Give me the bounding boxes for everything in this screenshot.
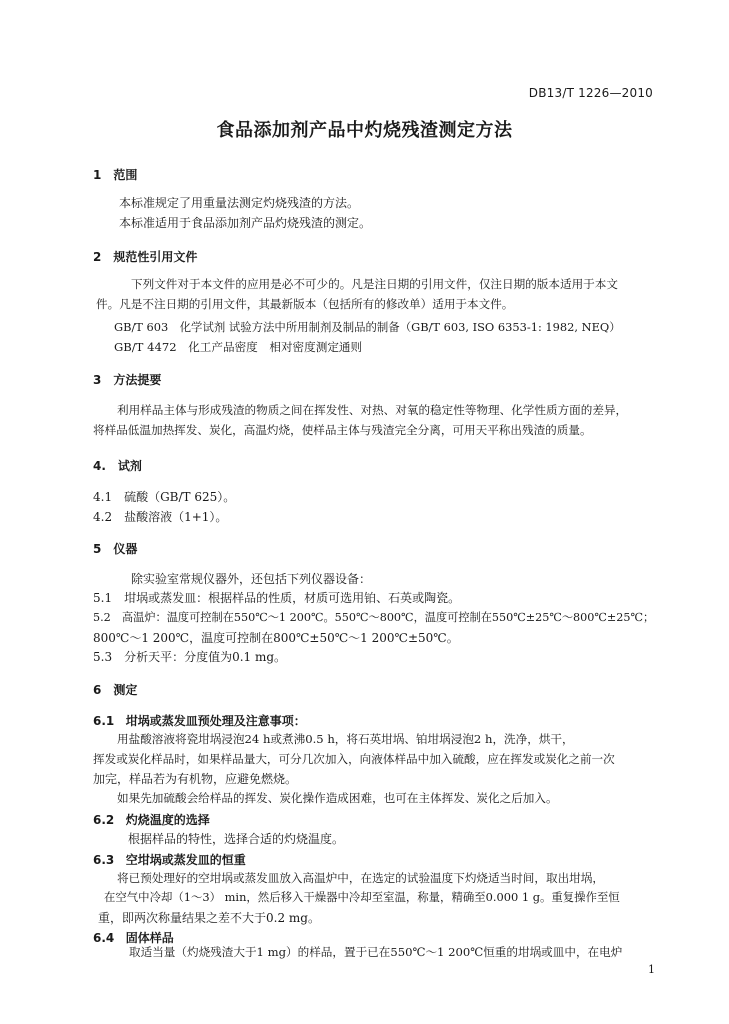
paragraph-line: 如果先加硫酸会给样品的挥发、炭化操作造成困难，也可在主体挥发、炭化之后加入。: [117, 791, 558, 805]
document-title: 食品添加剂产品中灼烧残渣测定方法: [216, 120, 513, 141]
paragraph-line: 除实验室常规仪器外，还包括下列仪器设备：: [131, 572, 372, 586]
subsection-title: 固体样品: [125, 931, 174, 945]
paragraph-line: 800℃～1 200℃，温度可控制在800℃±50℃～1 200℃±50℃。: [93, 631, 459, 645]
paragraph-line: 本标准规定了用重量法测定灼烧残渣的方法。: [119, 196, 360, 210]
paragraph-line: 利用样品主体与形成残渣的物质之间在挥发性、对热、对氧的稳定性等物理、化学性质方面的差异，: [117, 403, 628, 417]
subsection-number: 6.4: [93, 931, 115, 945]
paragraph-line: 重，即两次称量结果之差不大于0.2 mg。: [98, 911, 320, 925]
section-heading-method-summary: 3 方法提要: [93, 373, 162, 387]
subsection-title: 空坩埚或蒸发皿的恒重: [125, 853, 246, 867]
subsection-6-3-heading: [93, 851, 246, 868]
paragraph-line: 根据样品的特性，选择合适的灼烧温度。: [128, 832, 345, 846]
reagent-item: 4.1 硫酸（GB/T 625）。: [93, 490, 236, 504]
apparatus-item: 5.3 分析天平：分度值为0.1 mg。: [93, 650, 287, 664]
paragraph-line: 将样品低温加热挥发、炭化，高温灼烧，使样品主体与残渣完全分离，可用天平称出残渣的质量。: [93, 423, 592, 437]
subsection-title: 灼烧温度的选择: [125, 813, 210, 827]
reagent-item: 4.2 盐酸溶液（1+1）。: [93, 510, 228, 524]
subsection-title: 坩埚或蒸发皿预处理及注意事项：: [125, 714, 306, 728]
reference-item: GB/T 603 化学试剂 试验方法中所用制剂及制品的制备（GB/T 603, ISO 6353-1: 1982, NEQ）: [114, 320, 621, 334]
paragraph-line: 挥发或炭化样品时，如果样品量大，可分几次加入，向液体样品中加入硫酸，应在挥发或炭化之前一次: [93, 752, 615, 766]
paragraph-line: 本标准适用于食品添加剂产品灼烧残渣的测定。: [119, 216, 372, 230]
standard-code: DB13/T 1226—2010: [528, 86, 653, 100]
paragraph-line: 在空气中冷却（1～3） min，然后移入干燥器中冷却至室温，称量，精确至0.000 1 g。重复操作至恒: [104, 890, 620, 904]
subsection-number: 6.3: [93, 853, 115, 867]
subsection-number: 6.1: [93, 714, 115, 728]
subsection-6-1-heading: [93, 712, 306, 729]
subsection-number: 6.2: [93, 813, 115, 827]
paragraph-line: 用盐酸溶液将瓷坩埚浸泡24 h或煮沸0.5 h，将石英坩埚、铂坩埚浸泡2 h，洗净，烘干，: [117, 732, 574, 746]
section-heading-references: 2 规范性引用文件: [93, 250, 198, 264]
paragraph-line: 下列文件对于本文件的应用是必不可少的。凡是注日期的引用文件，仅注日期的版本适用于本文: [131, 277, 618, 291]
section-heading-determination: 6 测定: [93, 683, 138, 697]
apparatus-item: 5.1 坩埚或蒸发皿：根据样品的性质，材质可选用铂、石英或陶瓷。: [93, 591, 461, 605]
paragraph-line: 件。凡是不注日期的引用文件，其最新版本（包括所有的修改单）适用于本文件。: [96, 297, 514, 311]
paragraph-line: 将已预处理好的空坩埚或蒸发皿放入高温炉中，在选定的试验温度下灼烧适当时间，取出坩埚，: [117, 871, 604, 885]
section-heading-apparatus: 5 仪器: [93, 542, 138, 556]
section-heading-scope: 1 范围: [93, 168, 138, 182]
section-heading-reagents: 4. 试剂: [93, 459, 142, 473]
page-number: 1: [648, 963, 655, 976]
reference-item: GB/T 4472 化工产品密度 相对密度测定通则: [114, 340, 363, 354]
paragraph-line: 取适当量（灼烧残渣大于1 mg）的样品，置于已在550℃～1 200℃恒重的坩埚或皿中，在电炉: [129, 945, 623, 959]
paragraph-line: 加完，样品若为有机物，应避免燃烧。: [93, 772, 298, 786]
apparatus-item: 5.2 高温炉：温度可控制在550℃～1 200℃。550℃～800℃，温度可控制在550℃±25℃～800℃±25℃；: [93, 611, 655, 624]
subsection-6-2-heading: [93, 811, 210, 828]
